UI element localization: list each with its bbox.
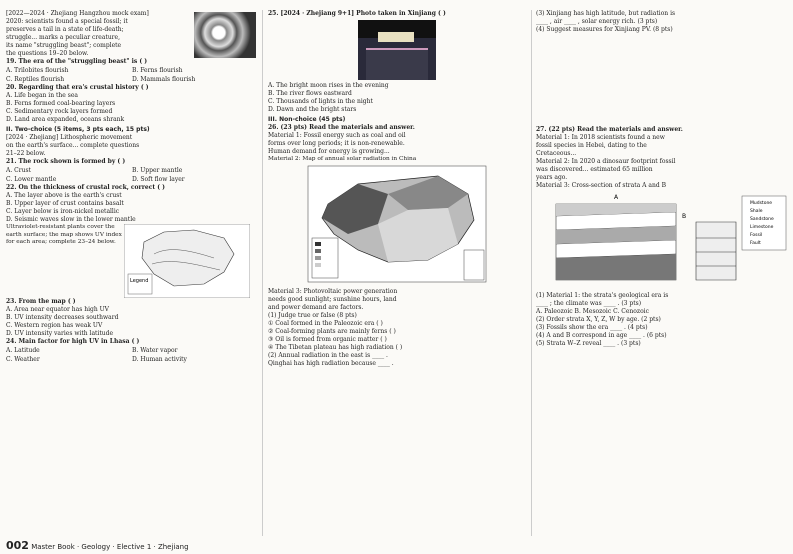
uv-map-legend: Legend bbox=[130, 278, 149, 284]
legend-fault: Fault bbox=[750, 241, 761, 246]
uv-block: Ultraviolet-resistant plants cover the earth surface; the map shows UV index for each area; complete 23–24 below. Legend bbox=[6, 224, 258, 298]
column-divider bbox=[262, 10, 263, 536]
intro-text: [2022—2024 · Zhejiang Hangzhou mock exam] 2020: scientists found a special fossil; it preserves a tail in a state of life-death; struggle... marks a peculiar creature, its name "struggling beast"; complete the questions 19–20 below. bbox=[6, 10, 149, 57]
question-24: 24. Main factor for high UV in Lhasa ( ) bbox=[6, 338, 140, 345]
legend-fossil: Fossil bbox=[750, 233, 763, 238]
stratum-label-a: A bbox=[614, 194, 619, 201]
column-right: (3) Xinjiang has high latitude, but radiation is ____ , air ____ , solar energy rich. (3 pts) (4) Suggest measures for Xinjiang PV. (8 pts) 27. (22 pts) Read the materials and answer. Material 1: In 2018 scientists found a new fossil species in Hebei, dating to the Cretaceous... Material 2: In 2020 a dinosaur footprint fossil was discovered... estimated 65 million years ago. Material 3: Cross-section of strata A and B A B Mudstone Shale Sandstone Limestone Fossil Fault (1) Material 1: the strata's geological era is ____ ; the climate was ____ . (3 pts) A. Paleozoic B. Mesozoic C. Cenozoic (2) Order strata X, Y, Z, W by age. (2 pts) (3) Fossils show the era ____ . (4 pts) (4) A and B correspond in age ____ . (6 pts) (5) Strata W–Z reveal ____ . (3 pts) bbox=[536, 10, 788, 536]
question-26: 26. (23 pts) Read the materials and answer. bbox=[268, 124, 415, 131]
strata-diagram bbox=[536, 190, 788, 288]
question-21: 21. The rock shown is formed by ( ) bbox=[6, 158, 126, 165]
material-27-1: Material 1: In 2018 scientists found a new fossil species in Hebei, dating to the Cretaceous... Material 2: In 2020 a dinosaur footprint fossil was discovered... estimated 65 million years ago. Material 3: Cross-section of strata A and B bbox=[536, 134, 676, 189]
solar-radiation-map bbox=[268, 164, 526, 284]
question-22: 22. On the thickness of crustal rock, correct ( ) bbox=[6, 184, 165, 191]
page-number: 002 bbox=[6, 539, 29, 552]
column-middle: 25. [2024 · Zhejiang 9+1] Photo taken in Xinjiang ( ) A. The bright moon rises in the evening B. The river flows eastward C. Thousands of lights in the night D. Dawn and the bright stars III. Non-choice (45 pts) 26. (23 pts) Read the materials and answer. Material 1: Fossil energy such as coal and oil forms over long periods; it is non-renewable. Human demand for energy is growing... Material 2: Map of annual solar radiation in China Material 3: Photovoltaic power generation needs good sunlight; sunshine hours, land and power demand are factors. (1) Judge true or false (8 pts) ① Coal formed in the Paleozoic era ( ) ② Coal-forming plants are mainly ferns ( ) ③ Oil is formed from organic matter ( ) ④ The Tibetan plateau has high radiation ( ) (2) Annual radiation in the east is ____ . Qinghai has high radiation because ____ . bbox=[268, 10, 526, 536]
question-20: 20. Regarding that era's crustal history ( ) bbox=[6, 84, 149, 91]
column-left: [2022—2024 · Zhejiang Hangzhou mock exam] 2020: scientists found a special fossil; it preserves a tail in a state of life-death; struggle... marks a peculiar creature, its name "struggling beast"; complete the questions 19–20 below. 19. The era of the "struggling beast" is ( ) A. Trilobites flourish B. Ferns flourish C. Reptiles flourish D. Mammals flourish 20. Regarding that era's crustal history ( ) A. Life began in the sea B. Ferns formed coal-bearing layers C. Sedimentary rock layers formed D. Land area expanded, oceans shrank II. Two-choice (5 items, 3 pts each, 15 pts) [2024 · Zhejiang] Lithospheric movement on the earth's surface... complete questions 21–22 below. 21. The rock shown is formed by ( ) A. Crust B. Upper mantle C. Lower mantle D. Soft flow layer 22. On the thickness of crustal rock, correct ( ) A. The layer above is the earth's crust B. Upper layer of crust contains basalt C. Layer below is iron-nickel metallic D. Seismic waves slow in the lower mantle Ultraviolet-resistant plants cover the earth surface; the map shows UV index for each area; complete 23–24 below. Legend 23. From the map ( ) A. Area near equator has high UV B. UV intensity decreases southward C. Western region has weak UV D. UV intensity varies with latitude 24. Main factor for high UV in Lhasa ( ) A. Latitude B. Water vapor C. Weather D. Human activity bbox=[6, 10, 258, 536]
question-23: 23. From the map ( ) bbox=[6, 298, 76, 305]
section-3-heading: III. Non-choice (45 pts) bbox=[268, 116, 346, 123]
question-19: 19. The era of the "struggling beast" is ( ) bbox=[6, 58, 148, 65]
material-21: [2024 · Zhejiang] Lithospheric movement on the earth's surface... complete questions 21–22 below. bbox=[6, 134, 140, 157]
column-divider bbox=[531, 10, 532, 536]
material-26-1: Material 1: Fossil energy such as coal and oil forms over long periods; it is non-renewable. Human demand for energy is growing... bbox=[268, 132, 406, 155]
page-footer bbox=[6, 539, 189, 552]
street-photo bbox=[358, 20, 436, 80]
material-26-2: Material 2: Map of annual solar radiation in China bbox=[268, 156, 417, 162]
question-25: 25. [2024 · Zhejiang 9+1] Photo taken in Xinjiang ( ) bbox=[268, 10, 446, 17]
legend-mudstone: Mudstone bbox=[750, 201, 773, 206]
legend-limestone: Limestone bbox=[750, 225, 774, 230]
fossil-photo bbox=[194, 12, 256, 58]
uv-map bbox=[124, 224, 250, 298]
question-27: 27. (22 pts) Read the materials and answer. bbox=[536, 126, 683, 133]
section-2-heading: II. Two-choice (5 items, 3 pts each, 15 pts) bbox=[6, 126, 150, 133]
legend-sandstone: Sandstone bbox=[750, 217, 774, 222]
stratum-label-b: B bbox=[682, 213, 687, 220]
material-26-3: Material 3: Photovoltaic power generation needs good sunlight; sunshine hours, land and power demand are factors. bbox=[268, 287, 398, 311]
legend-shale: Shale bbox=[750, 209, 763, 214]
footer-text: Master Book · Geology · Elective 1 · Zhejiang bbox=[31, 543, 189, 551]
